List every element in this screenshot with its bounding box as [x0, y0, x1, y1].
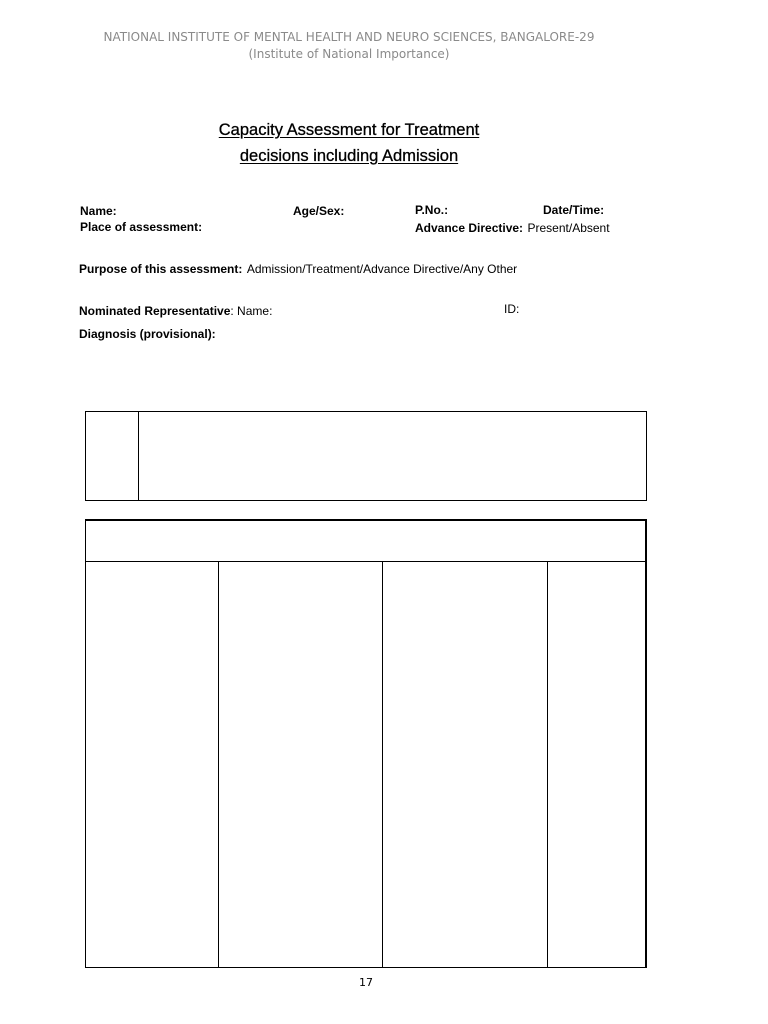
assessment-table-col-divider-1: [218, 562, 219, 968]
advance-directive-label: Advance Directive:: [415, 221, 524, 235]
assessment-table-col-divider-3: [547, 562, 548, 968]
institute-subtitle: (Institute of National Importance): [248, 47, 450, 61]
id-label: ID:: [504, 302, 520, 316]
form-title-line1: Capacity Assessment for Treatment: [218, 121, 480, 139]
assessment-table-header-divider: [86, 561, 646, 562]
form-title-line2: decisions including Admission: [239, 147, 459, 165]
diagnosis-label: Diagnosis (provisional):: [79, 327, 216, 341]
nominated-representative-line: [79, 302, 272, 320]
purpose-value: Admission/Treatment/Advance Directive/Any Other: [246, 262, 518, 276]
purpose-label: Purpose of this assessment:: [79, 262, 243, 276]
place-of-assessment-label: Place of assessment:: [80, 220, 203, 234]
pno-label: P.No.:: [415, 203, 449, 217]
institute-name: NATIONAL INSTITUTE OF MENTAL HEALTH AND NEURO SCIENCES, BANGALORE-29: [103, 30, 595, 44]
nominated-representative-label: Nominated Representative: [79, 304, 231, 318]
name-label: Name:: [80, 204, 117, 218]
purpose-line: [79, 260, 517, 278]
advance-directive: [415, 219, 610, 237]
summary-box: [85, 411, 647, 501]
advance-directive-value: Present/Absent: [527, 221, 610, 235]
date-time-label: Date/Time:: [543, 203, 605, 217]
summary-box-divider: [138, 411, 139, 501]
assessment-table: [85, 519, 647, 968]
page-number: 17: [359, 976, 373, 989]
age-sex-label: Age/Sex:: [293, 204, 345, 218]
assessment-table-col-divider-2: [382, 562, 383, 968]
nominated-representative-name: : Name:: [230, 304, 273, 318]
